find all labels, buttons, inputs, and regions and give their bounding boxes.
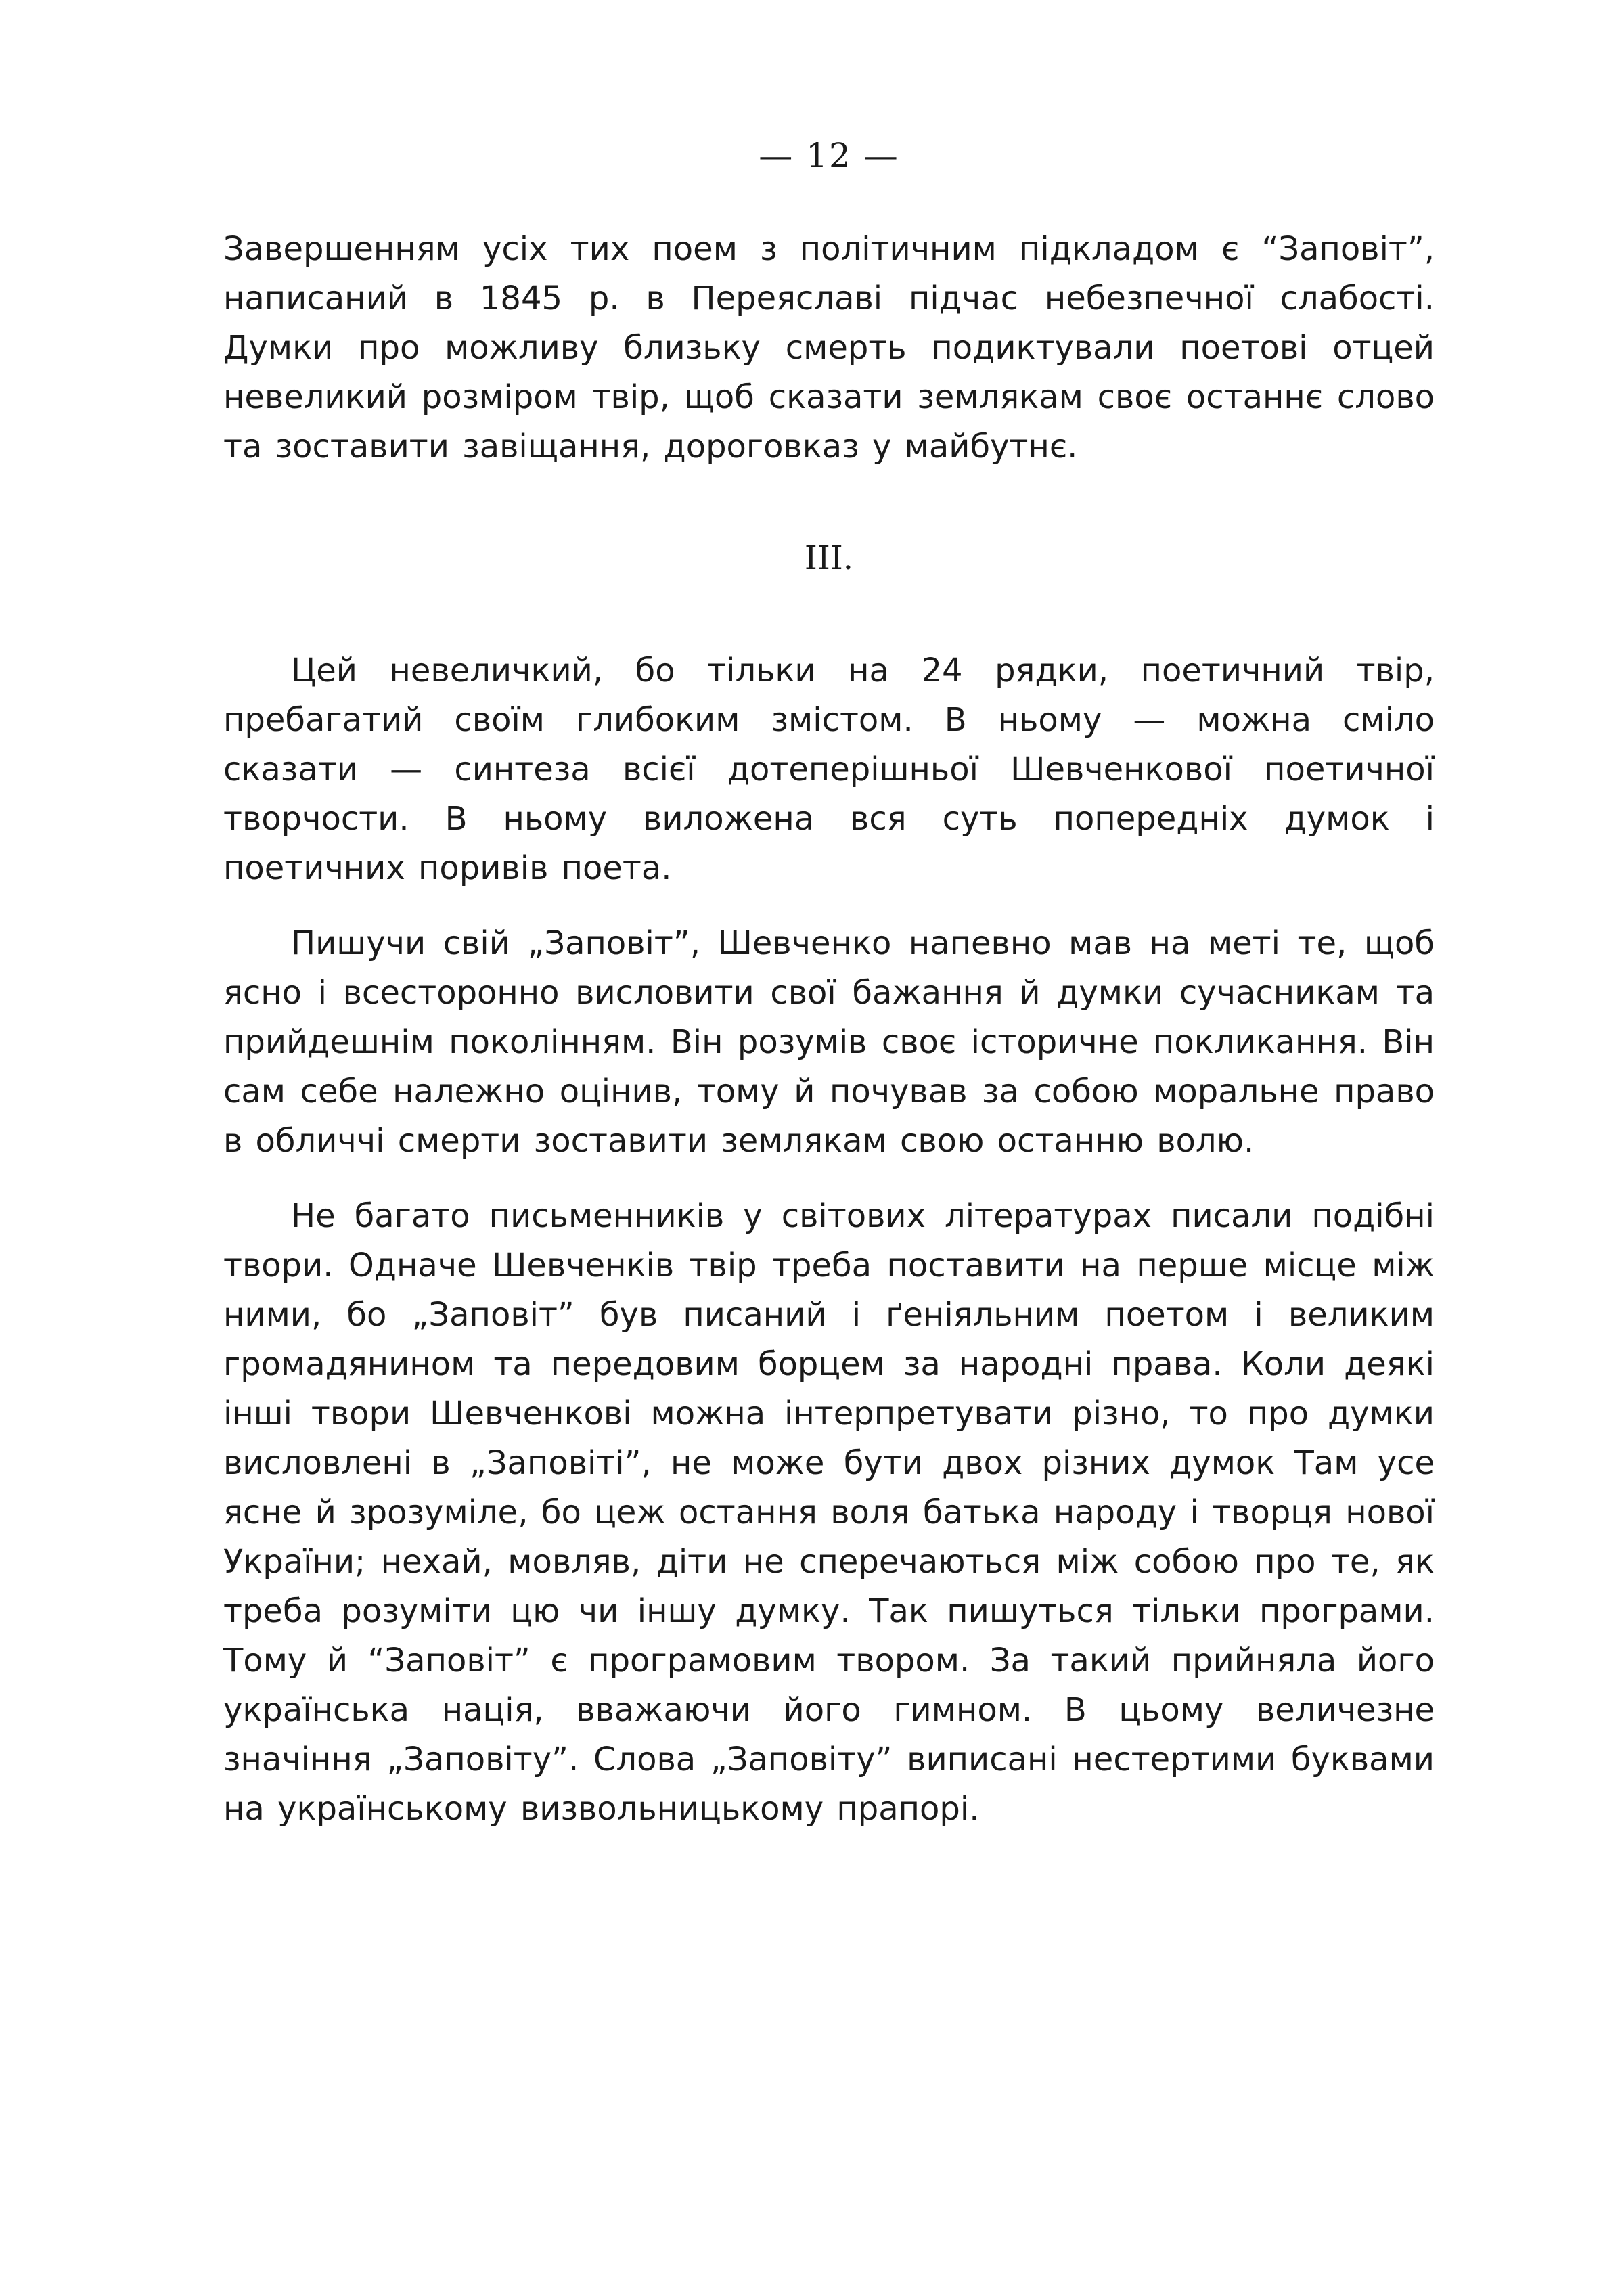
paragraph-2: Пишучи свій „Заповіт”, Шевченко напевно мав на меті те, щоб ясно і всесторонно висловити свої бажання й думки сучасникам та прийдешнім поколінням. Він розумів своє історичне покликання. Він сам себе належно оцінив, тому й почував за собою моральне право в обличчі смерти зоставити землякам свою останню волю. [223,924,1435,1160]
page-number: — 12 — [759,136,899,175]
document-page [223,135,1435,2165]
paragraph-intro: Завершенням усіх тих поем з політичним підкладом є “Заповіт”, написаний в 1845 р. в Переяславі підчас небезпечної слабості. Думки про можливу близьку смерть подиктували поетові отцей невеликий розміром твір, щоб сказати землякам своє останнє слово та зоставити завіщання, дороговказ у майбутнє. [223,230,1435,466]
paragraph-1: Цей невеличкий, бо тільки на 24 рядки, поетичний твір, пребагатий своїм глибоким змістом. В ньому — можна сміло сказати — синтеза всієї дотеперішньої Шевченкової поетичної творчости. В ньому виложена вся суть попередніх думок і поетичних поривів поета. [223,652,1435,887]
section-heading: III. [804,539,854,577]
paragraph-3: Не багато письменників у світових літературах писали подібні твори. Одначе Шевченків твір треба поставити на перше місце між ними, бо „Заповіт” був писаний і ґеніяльним поетом і великим громадянином та передовим борцем за народні права. Коли деякі інші твори Шевченкові можна інтерпретувати різно, то про думки висловлені в „Заповіті”, не може бути двох різних думок Там усе ясне й зрозуміле, бо цеж остання воля батька народу і творця нової України; нехай, мовляв, діти не сперечаються між собою про те, як треба розуміти цю чи іншу думку. Так пишуться тільки програми. Тому й “Заповіт” є програмовим твором. За такий прийняла його українська нація, вважаючи його гимном. В цьому величезне значіння „Заповіту”. Слова „Заповіту” виписані нестертими буквами на українському визвольницькому прапорі. [223,1197,1435,1828]
